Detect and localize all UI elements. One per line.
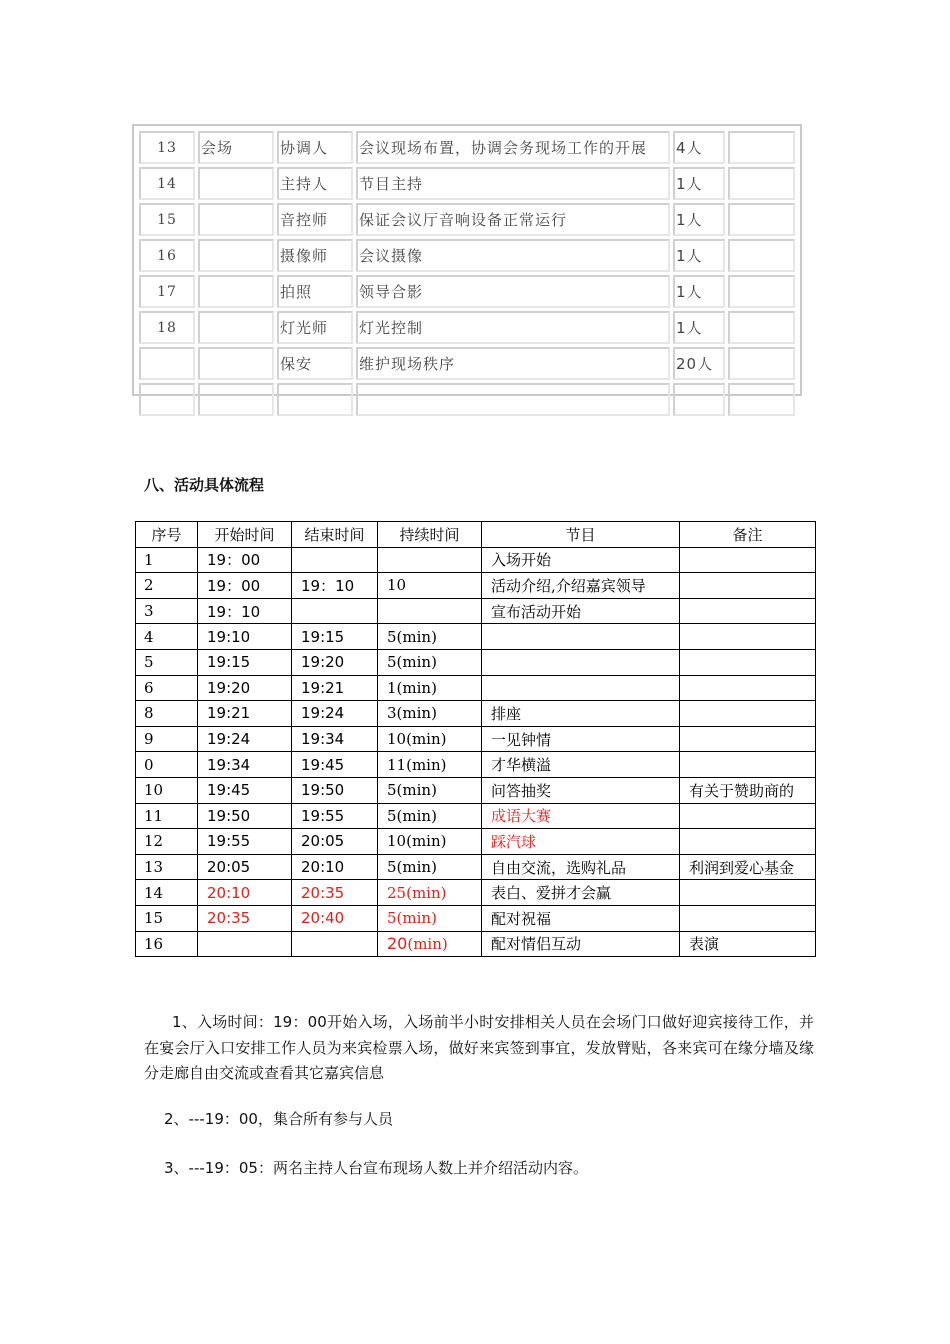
row-end: 19:21: [292, 675, 378, 701]
staff-count: 1人: [673, 167, 725, 200]
row-start: 19:50: [198, 803, 292, 829]
header-no: 序号: [136, 522, 198, 548]
row-duration: [378, 931, 482, 957]
row-program: 配对情侣互动: [482, 931, 680, 957]
row-program: 成语大赛: [482, 803, 680, 829]
staff-role: 灯光师: [277, 311, 353, 344]
row-end: [292, 547, 378, 573]
staff-role: 音控师: [277, 203, 353, 236]
staff-count: 4人: [673, 131, 725, 164]
staff-area: [198, 347, 274, 380]
schedule-row: [136, 880, 816, 906]
row-no: 5: [136, 649, 198, 675]
header-program: 节目: [482, 522, 680, 548]
schedule-table: [135, 521, 816, 957]
row-duration: 3(min): [378, 701, 482, 727]
duration-unit: (min): [407, 935, 448, 954]
staff-role: 摄像师: [277, 239, 353, 272]
schedule-row: [136, 752, 816, 778]
schedule-row: [136, 931, 816, 957]
header-note: 备注: [680, 522, 816, 548]
row-note: 表演: [680, 931, 816, 957]
staff-role: 保安: [277, 347, 353, 380]
row-program: 活动介绍,介绍嘉宾领导: [482, 573, 680, 599]
row-note: [680, 829, 816, 855]
staff-note: [728, 311, 795, 344]
row-duration: [378, 598, 482, 624]
row-end: 19:20: [292, 649, 378, 675]
row-note: 有关于赞助商的: [680, 777, 816, 803]
schedule-row: [136, 905, 816, 931]
row-start: 19:24: [198, 726, 292, 752]
staff-duty: 会议摄像: [356, 239, 670, 272]
staff-no: 14: [139, 167, 195, 200]
staff-table: [132, 124, 802, 396]
schedule-row: [136, 726, 816, 752]
row-end: 19：10: [292, 573, 378, 599]
row-end: 19:50: [292, 777, 378, 803]
staff-count: [673, 383, 725, 416]
p1-body: 开始入场，入场前半小时安排相关人员在会场门口做好迎宾接待工作，并在宴会厅入口安排工作人员为来宾检票入场，做好来宾签到事宜，发放臂贴，各来宾可在缘分墙及缘分走廊自由交流或查看其它嘉宾信息: [144, 1013, 815, 1082]
p1-lead: 1、入场时间：19：00: [172, 1013, 327, 1031]
row-program: [482, 649, 680, 675]
row-note: [680, 675, 816, 701]
row-note: [680, 752, 816, 778]
row-duration: 5(min): [378, 905, 482, 931]
p3-body: ：两名主持人台宣布现场人数上并介绍活动内容。: [257, 1159, 588, 1177]
row-program: 自由交流，选购礼品: [482, 854, 680, 880]
row-note: 利润到爱心基金: [680, 854, 816, 880]
row-program: 入场开始: [482, 547, 680, 573]
staff-duty: 领导合影: [356, 275, 670, 308]
row-no: 16: [136, 931, 198, 957]
staff-count: 1人: [673, 311, 725, 344]
row-duration: 10(min): [378, 829, 482, 855]
row-note: [680, 701, 816, 727]
row-program: 一见钟情: [482, 726, 680, 752]
header-end: 结束时间: [292, 522, 378, 548]
p3-lead: 3、---19：05: [164, 1159, 258, 1177]
row-note: [680, 547, 816, 573]
row-no: 12: [136, 829, 198, 855]
schedule-row: [136, 624, 816, 650]
staff-area: 会场: [198, 131, 274, 164]
schedule-row: [136, 573, 816, 599]
row-note: [680, 726, 816, 752]
staff-role: [277, 383, 353, 416]
row-no: 15: [136, 905, 198, 931]
paragraph-assemble: [164, 1107, 834, 1133]
p2-body: ，集合所有参与人员: [257, 1110, 393, 1128]
row-note: [680, 649, 816, 675]
staff-note: [728, 167, 795, 200]
row-duration: 5(min): [378, 649, 482, 675]
staff-no: 18: [139, 311, 195, 344]
row-note: [680, 905, 816, 931]
schedule-row: [136, 649, 816, 675]
staff-duty: 保证会议厅音响设备正常运行: [356, 203, 670, 236]
schedule-row: [136, 701, 816, 727]
staff-no: 13: [139, 131, 195, 164]
staff-duty: 会议现场布置，协调会务现场工作的开展: [356, 131, 670, 164]
paragraph-entry-time: [144, 1010, 814, 1087]
p2-lead: 2、---19：00: [164, 1110, 258, 1128]
row-duration: 10(min): [378, 726, 482, 752]
staff-role: 主持人: [277, 167, 353, 200]
header-duration: 持续时间: [378, 522, 482, 548]
staff-row: [139, 131, 795, 164]
row-program: [482, 624, 680, 650]
row-no: 1: [136, 547, 198, 573]
staff-no: [139, 383, 195, 416]
row-start: 19:20: [198, 675, 292, 701]
row-no: 10: [136, 777, 198, 803]
row-end: 19:55: [292, 803, 378, 829]
row-duration: 5(min): [378, 624, 482, 650]
row-start: 19:21: [198, 701, 292, 727]
row-no: 14: [136, 880, 198, 906]
staff-no: 17: [139, 275, 195, 308]
staff-duty: 维护现场秩序: [356, 347, 670, 380]
schedule-row: [136, 547, 816, 573]
staff-role: 拍照: [277, 275, 353, 308]
row-end: 19:24: [292, 701, 378, 727]
row-start: 19：00: [198, 547, 292, 573]
row-no: 2: [136, 573, 198, 599]
row-duration: [378, 547, 482, 573]
staff-area: [198, 275, 274, 308]
row-end: [292, 931, 378, 957]
paragraph-host-intro: [164, 1156, 834, 1182]
schedule-row: [136, 598, 816, 624]
schedule-row: [136, 777, 816, 803]
row-program: 配对祝福: [482, 905, 680, 931]
staff-row: [139, 203, 795, 236]
row-end: 19:34: [292, 726, 378, 752]
schedule-row: [136, 829, 816, 855]
staff-row: [139, 311, 795, 344]
row-program: 排座: [482, 701, 680, 727]
staff-no: 15: [139, 203, 195, 236]
row-duration: 5(min): [378, 854, 482, 880]
row-program: 问答抽奖: [482, 777, 680, 803]
row-end: 20:35: [292, 880, 378, 906]
row-note: [680, 803, 816, 829]
staff-note: [728, 203, 795, 236]
staff-no: 16: [139, 239, 195, 272]
row-end: 19:45: [292, 752, 378, 778]
schedule-row: [136, 854, 816, 880]
row-duration: 25(min): [378, 880, 482, 906]
row-duration: 10: [378, 573, 482, 599]
staff-count: 1人: [673, 203, 725, 236]
staff-duty: [356, 383, 670, 416]
row-program: 踩汽球: [482, 829, 680, 855]
staff-row: [139, 347, 795, 380]
row-end: 19:15: [292, 624, 378, 650]
row-end: [292, 598, 378, 624]
row-start: 20:35: [198, 905, 292, 931]
row-start: [198, 931, 292, 957]
staff-area: [198, 239, 274, 272]
row-start: 19：10: [198, 598, 292, 624]
staff-duty: 节目主持: [356, 167, 670, 200]
row-no: 4: [136, 624, 198, 650]
staff-count: 1人: [673, 275, 725, 308]
staff-note: [728, 131, 795, 164]
header-start: 开始时间: [198, 522, 292, 548]
row-note: [680, 880, 816, 906]
staff-duty: 灯光控制: [356, 311, 670, 344]
row-start: 19:10: [198, 624, 292, 650]
row-program: 宣布活动开始: [482, 598, 680, 624]
schedule-header-row: [136, 522, 816, 548]
row-no: 13: [136, 854, 198, 880]
section-title: 八、活动具体流程: [144, 476, 265, 494]
row-program: 才华横溢: [482, 752, 680, 778]
staff-no: [139, 347, 195, 380]
staff-role: 协调人: [277, 131, 353, 164]
staff-row: [139, 275, 795, 308]
staff-note: [728, 275, 795, 308]
row-start: 20:10: [198, 880, 292, 906]
staff-area: [198, 203, 274, 236]
row-duration: 5(min): [378, 803, 482, 829]
schedule-row: [136, 803, 816, 829]
row-start: 19:45: [198, 777, 292, 803]
row-no: 3: [136, 598, 198, 624]
row-start: 19:55: [198, 829, 292, 855]
staff-count: 1人: [673, 239, 725, 272]
staff-area: [198, 383, 274, 416]
row-start: 20:05: [198, 854, 292, 880]
staff-count: 20人: [673, 347, 725, 380]
staff-row: [139, 167, 795, 200]
row-end: 20:40: [292, 905, 378, 931]
row-no: 9: [136, 726, 198, 752]
row-end: 20:10: [292, 854, 378, 880]
duration-number: 20: [387, 934, 408, 954]
row-duration: 5(min): [378, 777, 482, 803]
row-no: 8: [136, 701, 198, 727]
staff-row: [139, 383, 795, 416]
row-duration: 1(min): [378, 675, 482, 701]
row-no: 0: [136, 752, 198, 778]
row-start: 19:34: [198, 752, 292, 778]
staff-note: [728, 239, 795, 272]
staff-area: [198, 167, 274, 200]
row-note: [680, 598, 816, 624]
row-duration: 11(min): [378, 752, 482, 778]
row-program: [482, 675, 680, 701]
row-start: 19:15: [198, 649, 292, 675]
row-end: 20:05: [292, 829, 378, 855]
staff-row: [139, 239, 795, 272]
row-note: [680, 624, 816, 650]
schedule-row: [136, 675, 816, 701]
row-no: 11: [136, 803, 198, 829]
staff-note: [728, 383, 795, 416]
row-no: 6: [136, 675, 198, 701]
row-start: 19：00: [198, 573, 292, 599]
row-note: [680, 573, 816, 599]
row-program: 表白、爱拼才会赢: [482, 880, 680, 906]
staff-note: [728, 347, 795, 380]
staff-area: [198, 311, 274, 344]
